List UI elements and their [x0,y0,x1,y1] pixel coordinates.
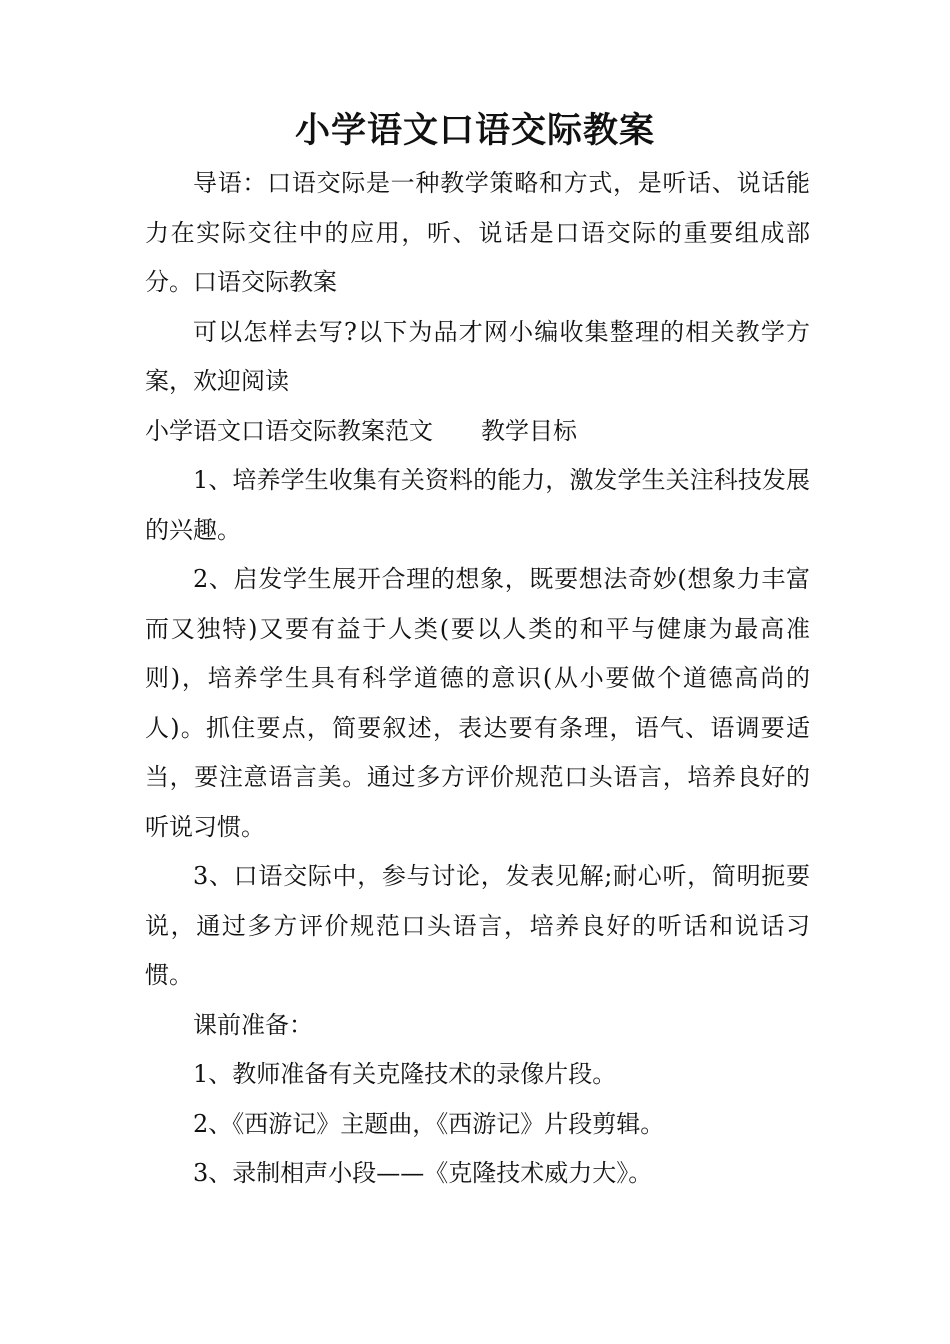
section-heading [145,407,810,457]
objective-3: 3、口语交际中，参与讨论，发表见解;耐心听，简明扼要说，通过多方评价规范口头语言，培养良好的听话和说话习惯。 [145,862,810,989]
objective-2: 2、启发学生展开合理的想象，既要想法奇妙(想象力丰富而又独特)又要有益于人类(要以人类的和平与健康为最高准则)，培养学生具有科学道德的意识(从小要做个道德高尚的人)。抓住要点，简要叙述，表达要有条理，语气、语调要适当，要注意语言美。通过多方评价规范口头语言，培养良好的听说习惯。 [145,565,810,841]
section-heading-right: 教学目标 [481,416,577,445]
preparation-item-2: 2、《西游记》主题曲，《西游记》片段剪辑。 [193,1109,665,1138]
preparation-heading: 课前准备： [193,1010,313,1039]
objective-1: 1、培养学生收集有关资料的能力，激发学生关注科技发展的兴趣。 [145,466,810,544]
section-heading-left: 小学语文口语交际教案范文 [145,416,433,445]
preparation-item-1: 1、教师准备有关克隆技术的录像片段。 [193,1060,617,1088]
document-title: 小学语文口语交际教案 [294,110,655,152]
preparation-item-3: 3、录制相声小段——《克隆技术威力大》。 [193,1159,653,1187]
document-body [145,159,810,1199]
intro-paragraph: 导语：口语交际是一种教学策略和方式，是听话、说话能力在实际交往中的应用，听、说话是口语交际的重要组成部分。口语交际教案 [145,169,810,296]
intro-continuation-paragraph: 可以怎样去写?以下为品才网小编收集整理的相关教学方案，欢迎阅读 [145,317,810,395]
